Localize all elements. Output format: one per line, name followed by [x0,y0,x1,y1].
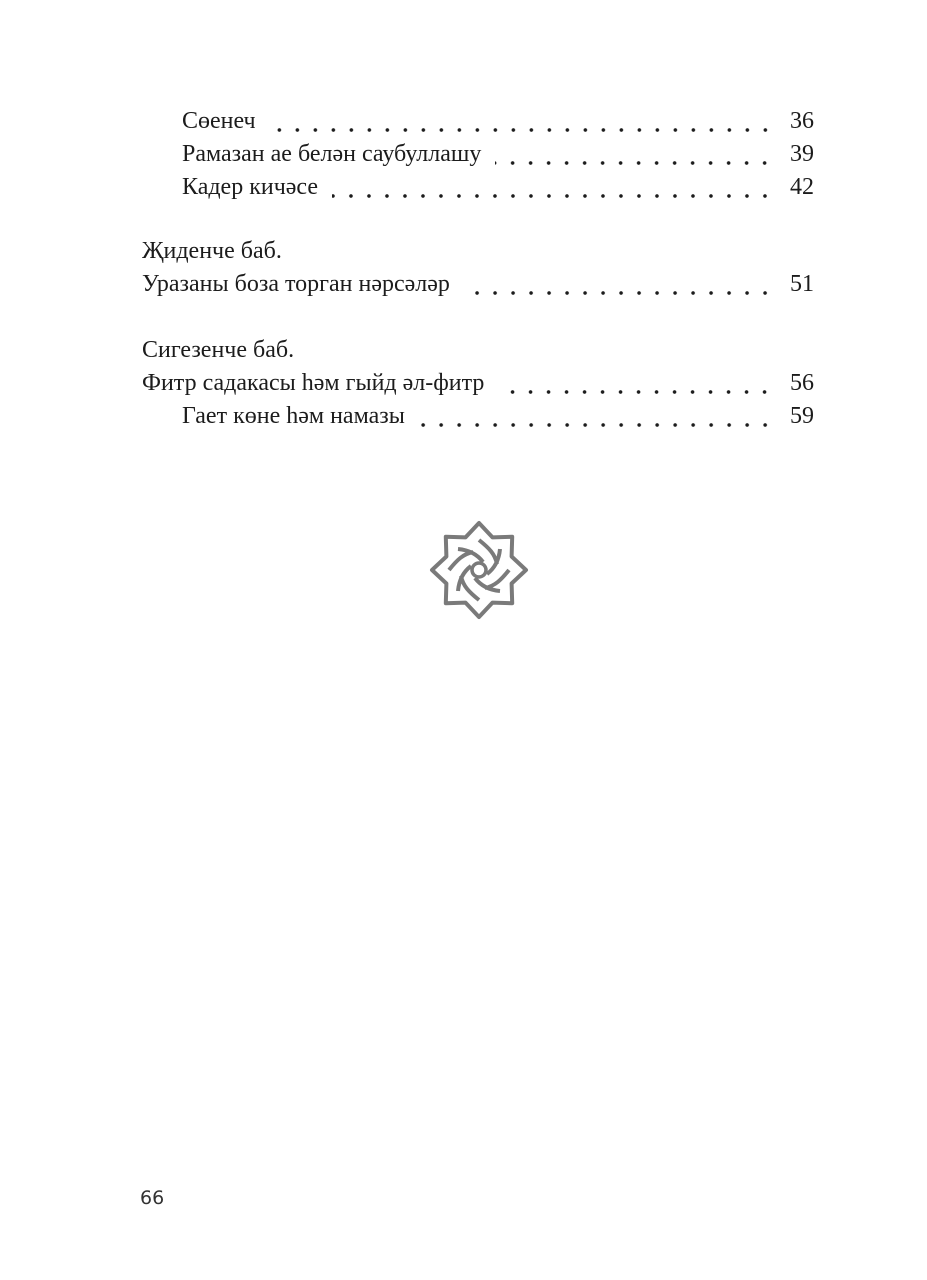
toc-entry[interactable] [182,170,814,204]
toc-entry-page: 36 [790,108,814,134]
toc-entry-title: Уразаны боза торган нәрсәләр [142,271,450,297]
toc-entry-title: Гает көне һәм намазы [182,403,405,429]
toc-entry[interactable] [182,399,814,433]
dot-leader [419,399,774,433]
toc-entry-page: 42 [790,174,814,200]
dot-leader [464,267,774,301]
dot-leader [270,104,774,138]
page-number: 66 [140,1187,165,1209]
chapter-heading: Җиденче баб. [142,238,282,264]
toc-entry-page: 51 [790,271,814,297]
toc-entry-title: Сөенеч [182,108,256,134]
toc-entry-title: Кадер кичәсе [182,174,319,200]
toc-entry-title: Рамазан ае белән саубуллашу [182,141,482,167]
eight-point-star-knot-icon [429,520,529,620]
toc-chapter-entry[interactable] [142,366,814,400]
toc-chapter-entry[interactable] [142,267,814,301]
chapter-heading: Сигезенче баб. [142,337,295,363]
toc-entry[interactable] [182,104,814,138]
toc-entry-page: 39 [790,141,814,167]
toc-entry-title: Фитр садакасы һәм гыйд әл-фитр [142,370,485,396]
dot-leader [495,137,774,171]
toc-entry[interactable] [182,137,814,171]
dot-leader [332,170,774,204]
dot-leader [498,366,774,400]
toc-entry-page: 59 [790,403,814,429]
toc-entry-page: 56 [790,370,814,396]
